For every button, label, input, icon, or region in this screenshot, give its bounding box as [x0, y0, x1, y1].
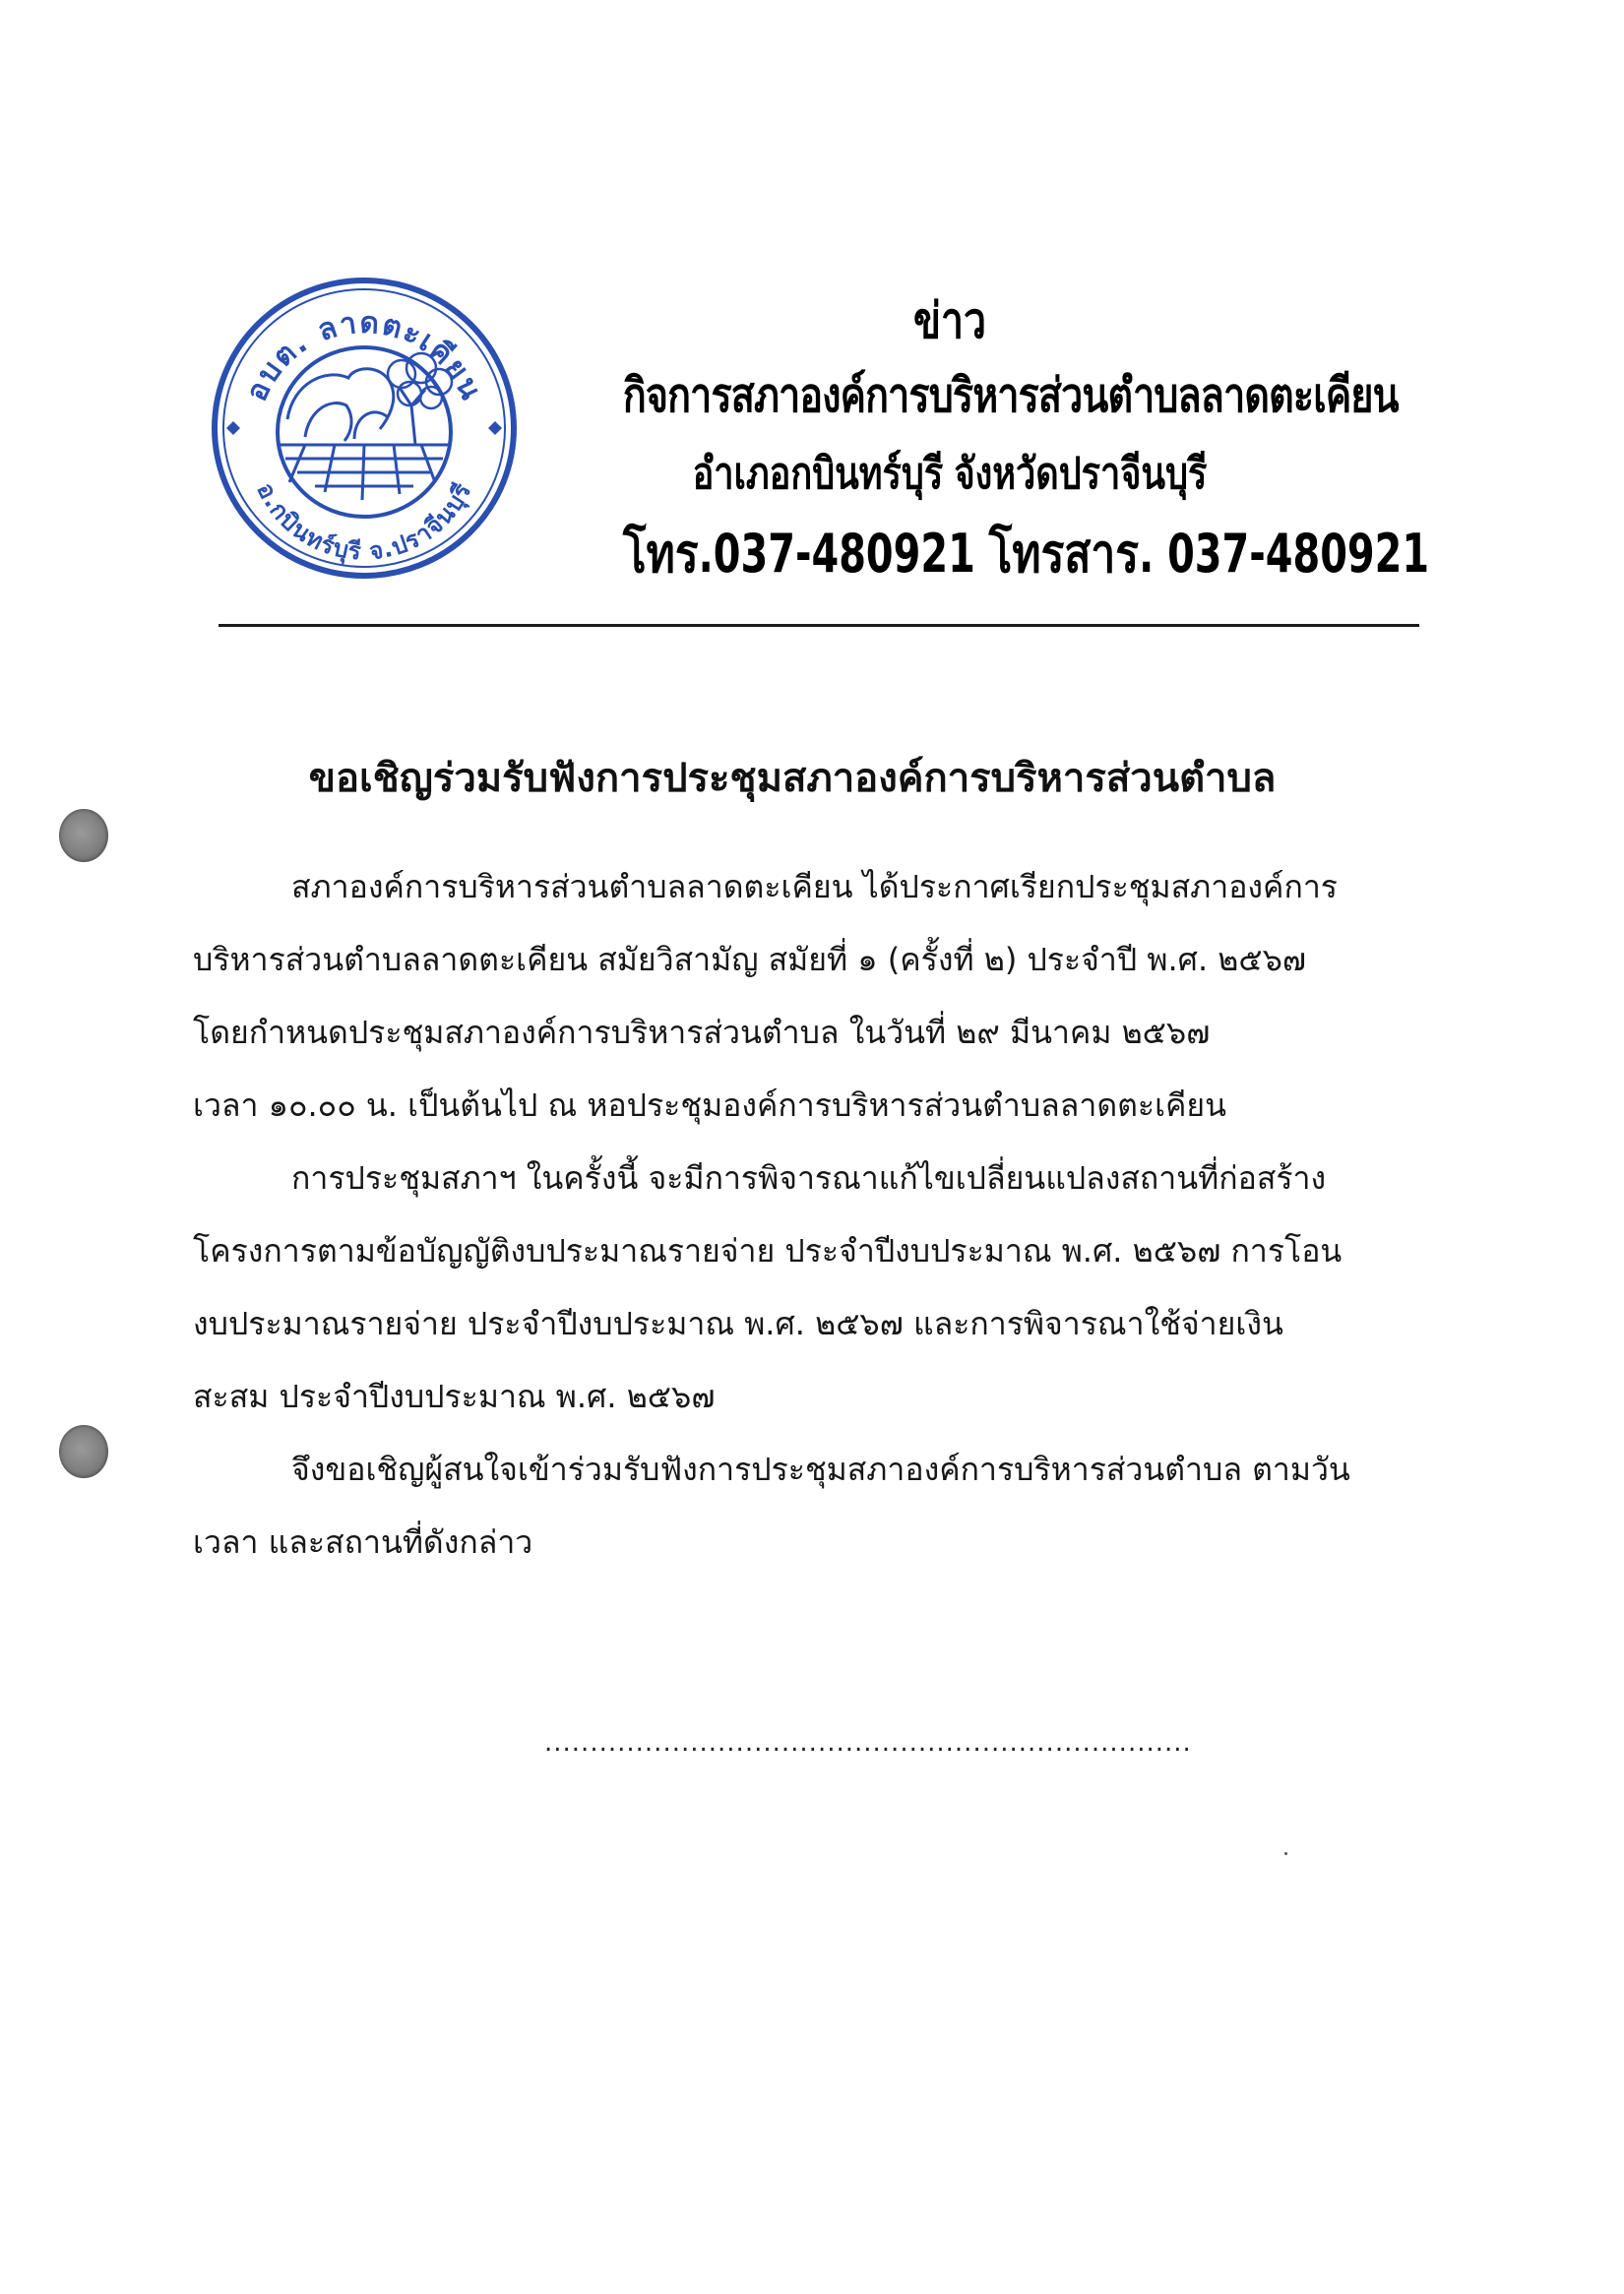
body-line: โดยกำหนดประชุมสภาองค์การบริหารส่วนตำบล ในวันที่ ๒๙ มีนาคม ๒๕๖๗ [193, 1014, 1211, 1051]
body-line: สะสม ประจำปีงบประมาณ พ.ศ. ๒๕๖๗ [193, 1378, 716, 1415]
body-line: จึงขอเชิญผู้สนใจเข้าร่วมรับฟังการประชุมสภาองค์การบริหารส่วนตำบล ตามวัน [291, 1451, 1350, 1488]
body-line: บริหารส่วนตำบลลาดตะเคียน สมัยวิสามัญ สมัยที่ ๑ (ครั้งที่ ๒) ประจำปี พ.ศ. ๒๕๖๗ [193, 941, 1306, 978]
closing-dotted-line: ....................................................................... [544, 1728, 1192, 1758]
svg-text:อบต. ลาดตะเคียน [239, 306, 488, 406]
seal-bottom-text: อ.กบินทร์บุรี จ.ปราจีนบุรี [251, 477, 477, 566]
body-line: เวลา ๑๐.๐๐ น. เป็นต้นไป ณ หอประชุมองค์การบริหารส่วนตำบลลาดตะเคียน [193, 1086, 1227, 1124]
letterhead-organization: กิจการสภาองค์การบริหารส่วนตำบลลาดตะเคียน [622, 368, 1399, 423]
body-line: การประชุมสภาฯ ในครั้งนี้ จะมีการพิจารณาแก้ไขเปลี่ยนแปลงสถานที่ก่อสร้าง [291, 1159, 1327, 1197]
body-line: เวลา และสถานที่ดังกล่าว [193, 1523, 533, 1561]
organization-seal [207, 272, 522, 585]
seal-top-text: อบต. ลาดตะเคียน [239, 305, 489, 407]
letterhead-title: ข่าว [912, 292, 987, 349]
body-line: โครงการตามข้อบัญญัติงบประมาณรายจ่าย ประจำปีงบประมาณ พ.ศ. ๒๕๖๗ การโอน [193, 1232, 1343, 1270]
letterhead-district: อำเภอกบินทร์บุรี จังหวัดปราจีนบุรี [692, 449, 1208, 499]
punch-hole [59, 1425, 108, 1478]
letterhead [551, 285, 1430, 594]
header-divider [219, 624, 1419, 627]
body-line: สภาองค์การบริหารส่วนตำบลลาดตะเคียน ได้ประกาศเรียกประชุมสภาองค์การ [291, 868, 1338, 905]
punch-hole [59, 809, 108, 862]
letterhead-phone: โทร.037-480921 โทรสาร. 037-480921 [622, 523, 1430, 585]
document-title: ขอเชิญร่วมรับฟังการประชุมสภาองค์การบริหารส่วนตำบล [308, 756, 1277, 801]
paper-speck [1284, 1852, 1287, 1855]
body-line: งบประมาณรายจ่าย ประจำปีงบประมาณ พ.ศ. ๒๕๖๗ และการพิจารณาใช้จ่ายเงิน [193, 1305, 1283, 1342]
